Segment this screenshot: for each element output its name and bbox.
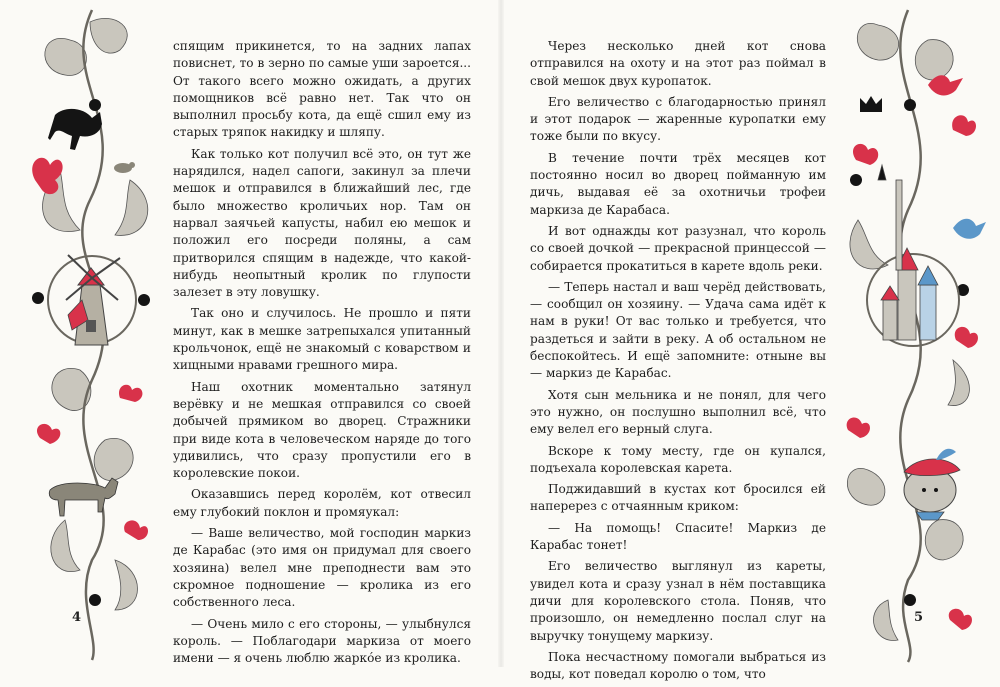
right-paragraph-1: Через несколько дней кот снова отправился на охоту и на этот раз поймал в свой мешок двух куропаток. — [530, 39, 826, 88]
blue-bird-icon — [953, 219, 986, 239]
left-paragraph-1: спящим прикинется, то на задних лапах повиснет, то в зерно по самые уши зароется... От такого всего можно ожидать, а других помощников всё равно нет. Так что он выполнил просьбу кота, да ещё сшил ему из старых тряпок накидку и шляпу. — [173, 39, 471, 140]
left-page-number: 4 — [72, 610, 82, 625]
right-page-number: 5 — [914, 610, 924, 625]
left-paragraph-6: — Ваше величество, мой господин маркиз де Карабас (это имя он придумал для своего хозяина) велел мне преподнести вам это скромное подношение — кролика из его собственного леса. — [173, 526, 471, 610]
right-paragraph-3: В течение почти трёх месяцев кот постоянно носил во дворец пойманную им дичь, выдавая её за охотничьи трофеи маркиза де Карабаса. — [530, 150, 826, 217]
book-gutter — [498, 0, 504, 667]
right-paragraph-5: — Теперь настал и ваш черёд действовать, — сообщил он хозяину. — Удача сама идёт к нам в руки! От вас только и требуется, что раздеться и зайти в реку. А об остальном не беспокойтесь. И ещё запомните: отныне вы — маркиз де Карабас. — [530, 279, 826, 381]
left-paragraph-5: Оказавшись перед королём, кот отвесил ему глубокий поклон и промяукал: — [173, 487, 471, 519]
right-paragraph-11: Пока несчастному помогали выбраться из воды, кот поведал королю о том, что — [530, 649, 826, 682]
right-paragraph-4: И вот однажды кот разузнал, что король со своей дочкой — прекрасной принцессой — собирается прокатиться в карете вдоль реки. — [530, 223, 826, 273]
left-ornamental-border — [20, 0, 165, 667]
castle-icon — [878, 165, 938, 340]
right-paragraph-8: Поджидавший в кустах кот бросился ей наперерез с отчаянным криком: — [530, 482, 826, 514]
right-paragraph-9: — На помощь! Спасите! Маркиз де Карабас тонет! — [530, 520, 826, 553]
right-ornamental-border — [838, 0, 988, 667]
black-cat-icon — [48, 109, 102, 150]
right-paragraph-7: Вскоре к тому месту, где он купался, подъехала королевская карета. — [530, 443, 826, 475]
right-page-text — [530, 38, 826, 687]
cat-in-hat-icon — [904, 449, 960, 520]
left-paragraph-3: Так оно и случилось. Не прошло и пяти минут, как в мешке затрепыхался упитанный крольчонок, ещё не знакомый с коварством и хищными нравами грешного мира. — [173, 306, 471, 373]
windmill-icon — [66, 255, 120, 345]
left-paragraph-2: Как только кот получил всё это, он тут же нарядился, надел сапоги, закинул за плечи мешок и отправился в ближайший лес, где было множество кроличьих нор. Там он нарвал заячьей капусты, набил ею мешок и положил его посреди поляны, а сам притворился спящим в надежде, что какой-нибудь неопытный кролик по глупости залезет в эту ловушку. — [173, 146, 471, 300]
crown-icon — [860, 96, 882, 112]
left-paragraph-7: — Очень мило с его стороны, — улыбнулся король. — Поблагодари маркиза от моего имени — я очень люблю жаркóе из кролика. — [173, 616, 471, 666]
right-paragraph-10: Его величество выглянул из кареты, увидел кота и сразу узнал в нём поставщика дичи для королевского стола. Поняв, что произошло, он немедленно послал слуг на выручку тонущему маркизу. — [530, 559, 826, 643]
left-paragraph-4: Наш охотник моментально затянул верёвку и не мешкая отправился со своей добычей прямиком во дворец. Стражники при виде кота в человеческом наряде до того удивились, что сразу пропустили его в королевские покои. — [173, 379, 471, 481]
right-paragraph-2: Его величество с благодарностью принял и этот подарок — жаренные куропатки ему тоже были по вкусу. — [530, 94, 826, 144]
left-page-text — [173, 38, 471, 671]
donkey-icon — [49, 478, 118, 516]
mouse-icon — [114, 162, 135, 173]
right-paragraph-6: Хотя сын мельника и не понял, для чего это нужно, он послушно выполнил всё, что ему велел его верный слуга. — [530, 387, 826, 437]
